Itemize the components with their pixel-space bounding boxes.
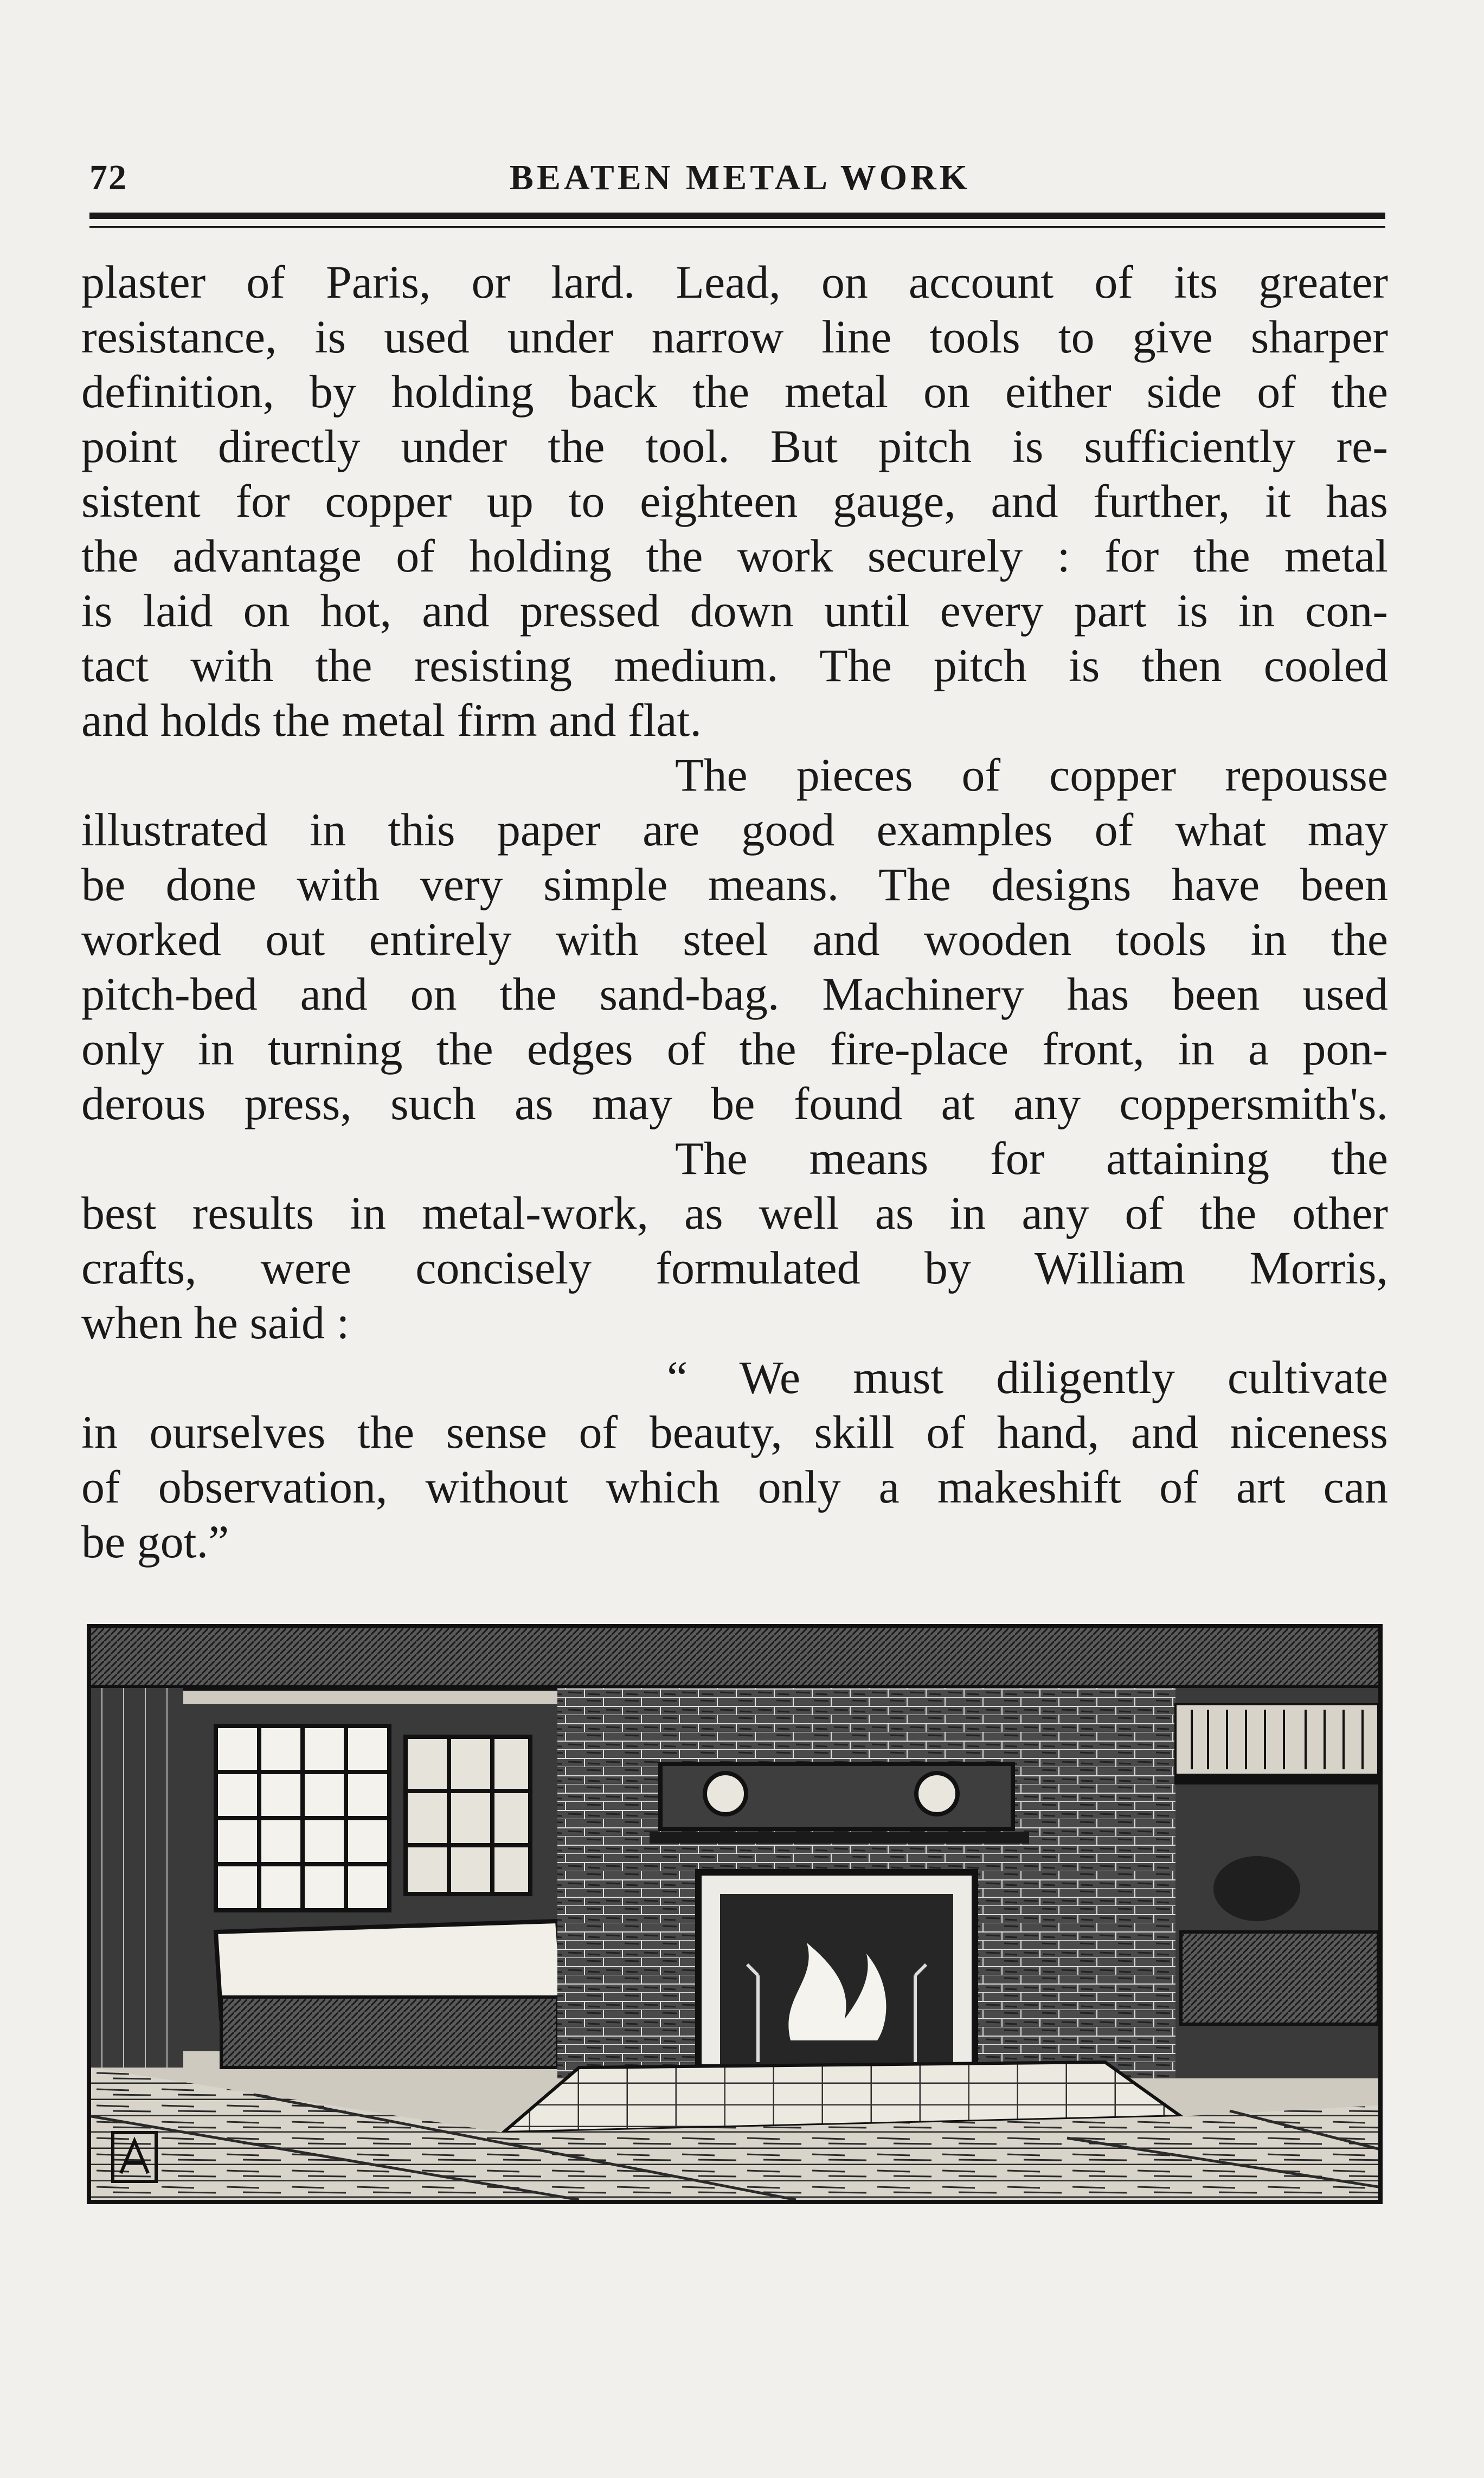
window (216, 1726, 530, 1910)
text-line: point directly under the tool. But pitch is sufficiently re- (81, 420, 1388, 472)
text-line: derous press, such as may be found at any coppersmith's. (81, 1077, 1388, 1129)
text-line: when he said : (81, 1296, 350, 1349)
copper-plaque-left (705, 1773, 746, 1814)
header-rule-thick (89, 213, 1385, 219)
running-head (89, 152, 1391, 206)
text-line: resistance, is used under narrow line tools to give sharper (81, 311, 1388, 363)
text-line: only in turning the edges of the fire-place front, in a pon- (81, 1023, 1388, 1075)
running-title: BEATEN METAL WORK (509, 158, 971, 197)
text-line: definition, by holding back the metal on either side of the (81, 365, 1388, 418)
header-rule-thin (89, 226, 1385, 228)
settle-bench (1181, 1932, 1378, 2024)
text-line: the advantage of holding the work securely : for the metal (81, 530, 1388, 582)
text-line: and holds the metal firm and flat. (81, 694, 702, 746)
text-line: crafts, were concisely formulated by William Morris, (81, 1242, 1388, 1294)
page-number: 72 (89, 158, 127, 197)
text-line: tact with the resisting medium. The pitch is then cooled (81, 639, 1388, 691)
ceiling-beam (91, 1628, 1378, 1688)
text-line: illustrated in this paper are good examples of what may (81, 804, 1388, 856)
paragraph-start-line: The means for attaining the (675, 1132, 1388, 1184)
quote-line: in ourselves the sense of beauty, skill of hand, and niceness (81, 1406, 1388, 1458)
quote-line: of observation, without which only a makeshift of art can (81, 1461, 1388, 1513)
left-wall (91, 1688, 183, 2068)
text-line: is laid on hot, and pressed down until every part is in con- (81, 585, 1388, 637)
text-line: plaster of Paris, or lard. Lead, on account of its greater (81, 256, 1388, 308)
paragraph-start-line: The pieces of copper repousse (675, 749, 1388, 801)
text-line: sistent for copper up to eighteen gauge, and further, it has (81, 475, 1388, 527)
quote-line: be got.” (81, 1516, 229, 1568)
cushion (1213, 1856, 1300, 1921)
quote-start-line: “ We must diligently cultivate (667, 1351, 1388, 1403)
text-line: best results in metal-work, as well as in any of the other (81, 1187, 1388, 1239)
body-text (81, 255, 1388, 1569)
fireplace-illustration (87, 1624, 1383, 2204)
fireplace-engraving (91, 1628, 1378, 2200)
text-line: be done with very simple means. The designs have been (81, 858, 1388, 910)
text-line: worked out entirely with steel and wooden tools in the (81, 913, 1388, 965)
text-line: pitch-bed and on the sand-bag. Machinery has been used (81, 968, 1388, 1020)
copper-plaque-right (916, 1773, 958, 1814)
bookshelf (1175, 1704, 1378, 1783)
